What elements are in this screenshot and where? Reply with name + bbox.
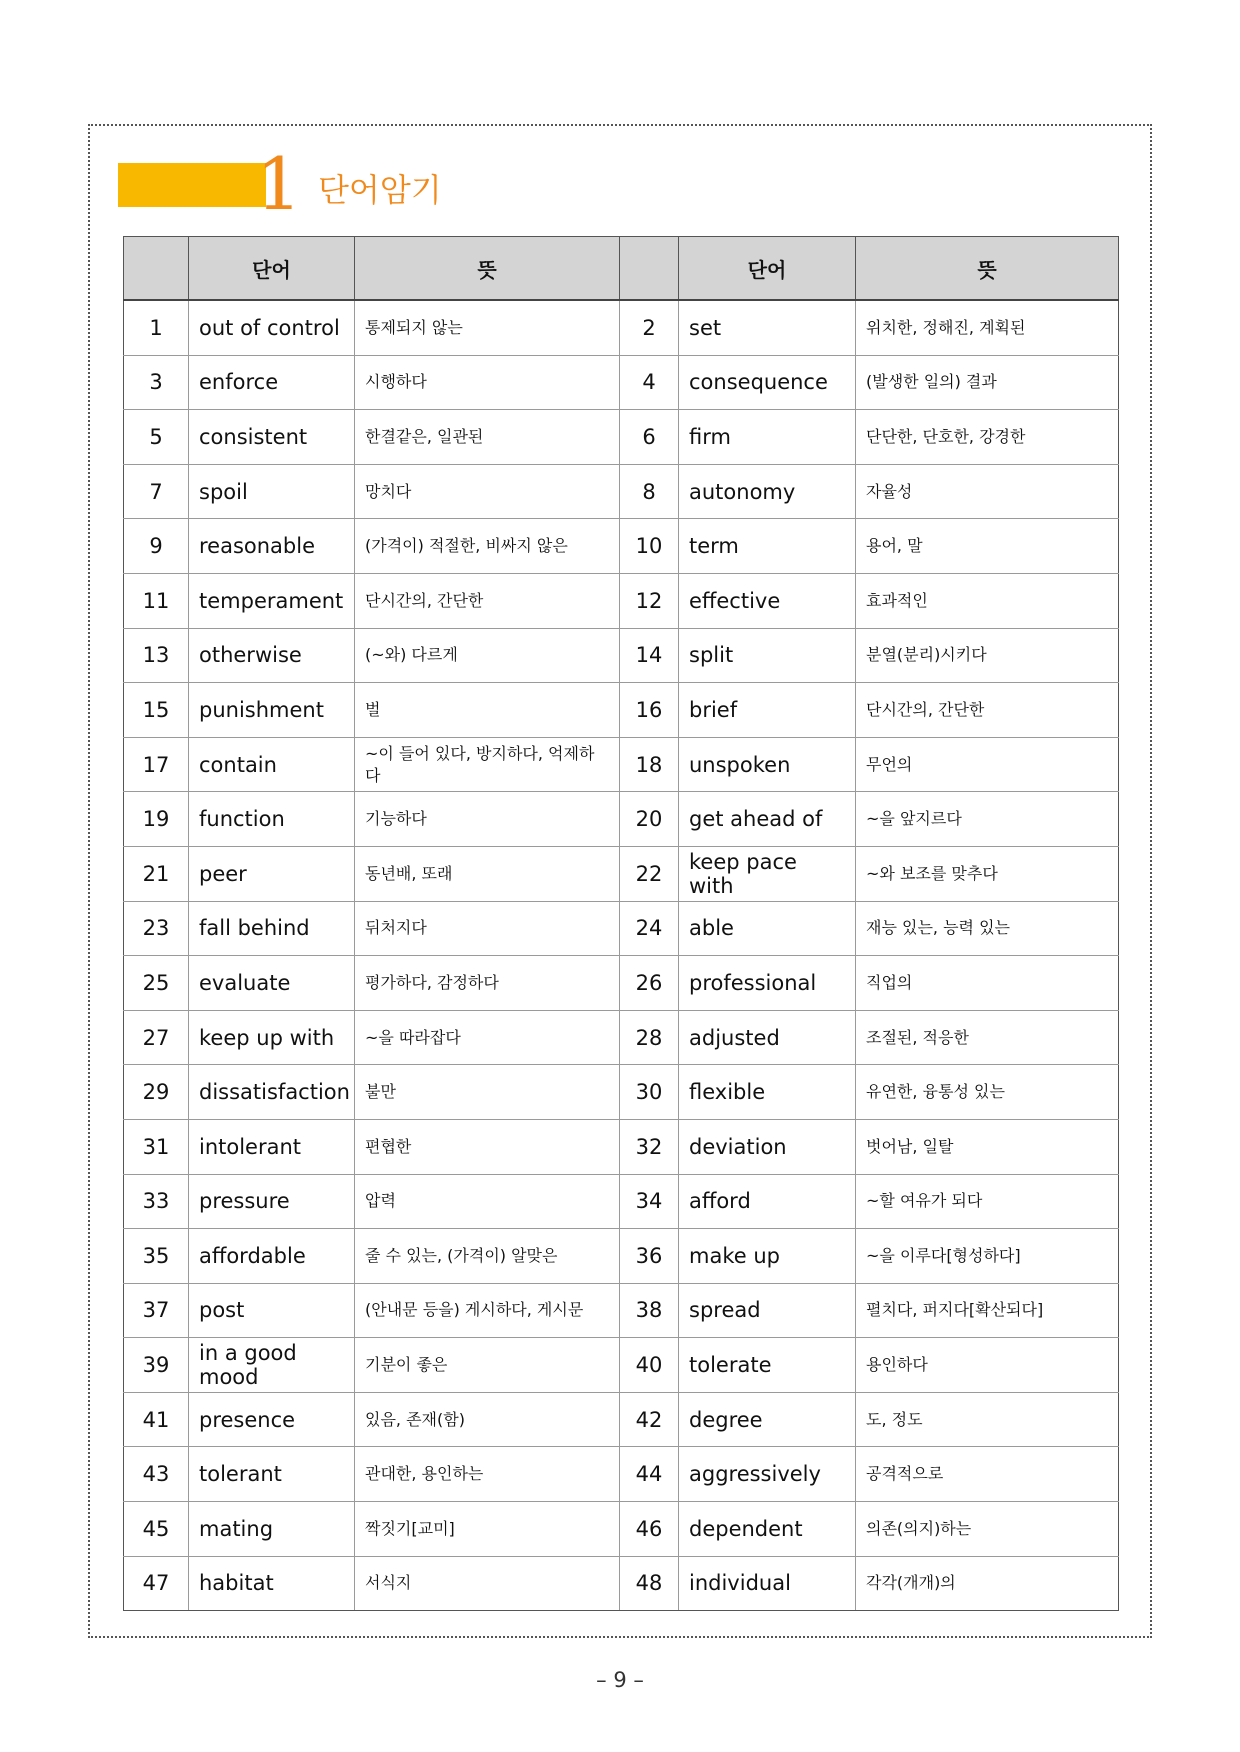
right-meaning-cell: 단단한, 단호한, 강경한 (856, 410, 1119, 465)
header-number-right (620, 237, 679, 301)
table-row (124, 1119, 1119, 1174)
left-number-cell: 23 (124, 901, 189, 956)
right-word-cell: professional (679, 956, 856, 1011)
left-number-cell: 47 (124, 1556, 189, 1611)
left-meaning-cell: 단시간의, 간단한 (355, 573, 620, 628)
left-meaning-cell: 편협한 (355, 1119, 620, 1174)
right-number-cell: 14 (620, 628, 679, 683)
left-number-cell: 35 (124, 1229, 189, 1284)
right-word-cell: afford (679, 1174, 856, 1229)
left-word-cell: tolerant (189, 1447, 355, 1502)
right-number-cell: 12 (620, 573, 679, 628)
left-word-cell: temperament (189, 573, 355, 628)
right-word-cell: degree (679, 1392, 856, 1447)
right-number-cell: 10 (620, 519, 679, 574)
right-meaning-cell: 재능 있는, 능력 있는 (856, 901, 1119, 956)
table-row (124, 1502, 1119, 1557)
left-word-cell: contain (189, 737, 355, 792)
left-number-cell: 15 (124, 683, 189, 738)
right-meaning-cell: 용인하다 (856, 1338, 1119, 1393)
right-number-cell: 34 (620, 1174, 679, 1229)
right-meaning-cell: 효과적인 (856, 573, 1119, 628)
header-word-right: 단어 (679, 237, 856, 301)
right-number-cell: 4 (620, 355, 679, 410)
left-meaning-cell: 평가하다, 감정하다 (355, 956, 620, 1011)
left-meaning-cell: 동년배, 또래 (355, 846, 620, 901)
left-word-cell: affordable (189, 1229, 355, 1284)
left-number-cell: 25 (124, 956, 189, 1011)
table-row (124, 464, 1119, 519)
left-meaning-cell: ~이 들어 있다, 방지하다, 억제하다 (355, 737, 620, 792)
left-word-cell: fall behind (189, 901, 355, 956)
left-word-cell: otherwise (189, 628, 355, 683)
right-word-cell: brief (679, 683, 856, 738)
left-number-cell: 29 (124, 1065, 189, 1120)
left-meaning-cell: 불만 (355, 1065, 620, 1120)
left-meaning-cell: 벌 (355, 683, 620, 738)
left-word-cell: enforce (189, 355, 355, 410)
left-number-cell: 31 (124, 1119, 189, 1174)
table-row (124, 519, 1119, 574)
right-word-cell: tolerate (679, 1338, 856, 1393)
right-word-cell: able (679, 901, 856, 956)
table-row (124, 1447, 1119, 1502)
table-row (124, 737, 1119, 792)
table-row (124, 410, 1119, 465)
right-word-cell: term (679, 519, 856, 574)
right-word-cell: spread (679, 1283, 856, 1338)
left-word-cell: reasonable (189, 519, 355, 574)
right-number-cell: 8 (620, 464, 679, 519)
right-meaning-cell: 위치한, 정해진, 계획된 (856, 300, 1119, 355)
left-number-cell: 37 (124, 1283, 189, 1338)
left-meaning-cell: (가격이) 적절한, 비싸지 않은 (355, 519, 620, 574)
left-meaning-cell: 기능하다 (355, 792, 620, 847)
left-number-cell: 1 (124, 300, 189, 355)
left-number-cell: 17 (124, 737, 189, 792)
right-number-cell: 46 (620, 1502, 679, 1557)
page-number: – 9 – (596, 1668, 644, 1692)
right-meaning-cell: 무언의 (856, 737, 1119, 792)
left-meaning-cell: 줄 수 있는, (가격이) 알맞은 (355, 1229, 620, 1284)
right-meaning-cell: 의존(의지)하는 (856, 1502, 1119, 1557)
left-word-cell: presence (189, 1392, 355, 1447)
left-number-cell: 11 (124, 573, 189, 628)
right-word-cell: individual (679, 1556, 856, 1611)
left-word-cell: spoil (189, 464, 355, 519)
right-meaning-cell: 벗어남, 일탈 (856, 1119, 1119, 1174)
left-word-cell: peer (189, 846, 355, 901)
left-meaning-cell: 있음, 존재(함) (355, 1392, 620, 1447)
right-number-cell: 36 (620, 1229, 679, 1284)
left-word-cell: function (189, 792, 355, 847)
table-row (124, 1392, 1119, 1447)
right-meaning-cell: 유연한, 융통성 있는 (856, 1065, 1119, 1120)
right-number-cell: 16 (620, 683, 679, 738)
section-title: 단어암기 (318, 171, 442, 209)
right-number-cell: 40 (620, 1338, 679, 1393)
left-number-cell: 19 (124, 792, 189, 847)
table-row (124, 792, 1119, 847)
table-row (124, 1338, 1119, 1393)
right-meaning-cell: 각각(개개)의 (856, 1556, 1119, 1611)
table-row (124, 1174, 1119, 1229)
table-row (124, 573, 1119, 628)
table-row (124, 901, 1119, 956)
left-word-cell: dissatisfaction (189, 1065, 355, 1120)
right-meaning-cell: ~을 이루다[형성하다] (856, 1229, 1119, 1284)
right-meaning-cell: 자율성 (856, 464, 1119, 519)
left-number-cell: 39 (124, 1338, 189, 1393)
left-meaning-cell: 짝짓기[교미] (355, 1502, 620, 1557)
right-number-cell: 20 (620, 792, 679, 847)
left-meaning-cell: 통제되지 않는 (355, 300, 620, 355)
left-meaning-cell: (안내문 등을) 게시하다, 게시문 (355, 1283, 620, 1338)
right-number-cell: 44 (620, 1447, 679, 1502)
right-meaning-cell: 직업의 (856, 956, 1119, 1011)
left-meaning-cell: ~을 따라잡다 (355, 1010, 620, 1065)
right-number-cell: 26 (620, 956, 679, 1011)
right-meaning-cell: ~할 여유가 되다 (856, 1174, 1119, 1229)
right-word-cell: make up (679, 1229, 856, 1284)
table-row (124, 355, 1119, 410)
right-number-cell: 24 (620, 901, 679, 956)
right-meaning-cell: 조절된, 적응한 (856, 1010, 1119, 1065)
header-word-left: 단어 (189, 237, 355, 301)
right-number-cell: 28 (620, 1010, 679, 1065)
right-number-cell: 22 (620, 846, 679, 901)
right-meaning-cell: (발생한 일의) 결과 (856, 355, 1119, 410)
table-row (124, 1556, 1119, 1611)
right-word-cell: adjusted (679, 1010, 856, 1065)
right-meaning-cell: 분열(분리)시키다 (856, 628, 1119, 683)
left-word-cell: intolerant (189, 1119, 355, 1174)
section-heading-bar (118, 163, 266, 207)
left-number-cell: 21 (124, 846, 189, 901)
left-meaning-cell: 한결같은, 일관된 (355, 410, 620, 465)
left-word-cell: habitat (189, 1556, 355, 1611)
right-word-cell: aggressively (679, 1447, 856, 1502)
left-word-cell: out of control (189, 300, 355, 355)
left-meaning-cell: (~와) 다르게 (355, 628, 620, 683)
left-number-cell: 3 (124, 355, 189, 410)
left-meaning-cell: 관대한, 용인하는 (355, 1447, 620, 1502)
left-word-cell: consistent (189, 410, 355, 465)
right-meaning-cell: 용어, 말 (856, 519, 1119, 574)
vocabulary-table (123, 236, 1119, 1611)
left-meaning-cell: 기분이 좋은 (355, 1338, 620, 1393)
left-word-cell: keep up with (189, 1010, 355, 1065)
table-row (124, 1010, 1119, 1065)
right-number-cell: 42 (620, 1392, 679, 1447)
right-word-cell: autonomy (679, 464, 856, 519)
right-meaning-cell: 단시간의, 간단한 (856, 683, 1119, 738)
right-word-cell: get ahead of (679, 792, 856, 847)
left-meaning-cell: 망치다 (355, 464, 620, 519)
right-number-cell: 48 (620, 1556, 679, 1611)
right-word-cell: unspoken (679, 737, 856, 792)
left-number-cell: 27 (124, 1010, 189, 1065)
table-header-row (124, 237, 1119, 301)
left-word-cell: post (189, 1283, 355, 1338)
table-row (124, 1229, 1119, 1284)
left-number-cell: 9 (124, 519, 189, 574)
header-number-left (124, 237, 189, 301)
right-number-cell: 38 (620, 1283, 679, 1338)
right-word-cell: deviation (679, 1119, 856, 1174)
header-meaning-left: 뜻 (355, 237, 620, 301)
right-number-cell: 18 (620, 737, 679, 792)
right-number-cell: 2 (620, 300, 679, 355)
table-row (124, 300, 1119, 355)
left-word-cell: pressure (189, 1174, 355, 1229)
right-word-cell: dependent (679, 1502, 856, 1557)
table-row (124, 846, 1119, 901)
table-row (124, 1065, 1119, 1120)
table-row (124, 628, 1119, 683)
table-row (124, 1283, 1119, 1338)
right-word-cell: firm (679, 410, 856, 465)
right-word-cell: consequence (679, 355, 856, 410)
table-row (124, 683, 1119, 738)
right-number-cell: 6 (620, 410, 679, 465)
right-meaning-cell: ~을 앞지르다 (856, 792, 1119, 847)
right-number-cell: 30 (620, 1065, 679, 1120)
left-number-cell: 33 (124, 1174, 189, 1229)
left-number-cell: 5 (124, 410, 189, 465)
left-number-cell: 41 (124, 1392, 189, 1447)
right-number-cell: 32 (620, 1119, 679, 1174)
left-number-cell: 45 (124, 1502, 189, 1557)
header-meaning-right: 뜻 (856, 237, 1119, 301)
table-row (124, 956, 1119, 1011)
left-number-cell: 7 (124, 464, 189, 519)
section-number: 1 (256, 142, 302, 226)
right-word-cell: split (679, 628, 856, 683)
right-meaning-cell: 공격적으로 (856, 1447, 1119, 1502)
left-number-cell: 43 (124, 1447, 189, 1502)
left-word-cell: mating (189, 1502, 355, 1557)
left-meaning-cell: 서식지 (355, 1556, 620, 1611)
right-word-cell: keep pace with (679, 846, 856, 901)
right-meaning-cell: ~와 보조를 맞추다 (856, 846, 1119, 901)
right-word-cell: flexible (679, 1065, 856, 1120)
left-meaning-cell: 압력 (355, 1174, 620, 1229)
right-word-cell: set (679, 300, 856, 355)
left-meaning-cell: 뒤처지다 (355, 901, 620, 956)
left-word-cell: in a good mood (189, 1338, 355, 1393)
right-meaning-cell: 도, 정도 (856, 1392, 1119, 1447)
right-word-cell: effective (679, 573, 856, 628)
left-word-cell: evaluate (189, 956, 355, 1011)
left-number-cell: 13 (124, 628, 189, 683)
left-meaning-cell: 시행하다 (355, 355, 620, 410)
right-meaning-cell: 펼치다, 퍼지다[확산되다] (856, 1283, 1119, 1338)
left-word-cell: punishment (189, 683, 355, 738)
